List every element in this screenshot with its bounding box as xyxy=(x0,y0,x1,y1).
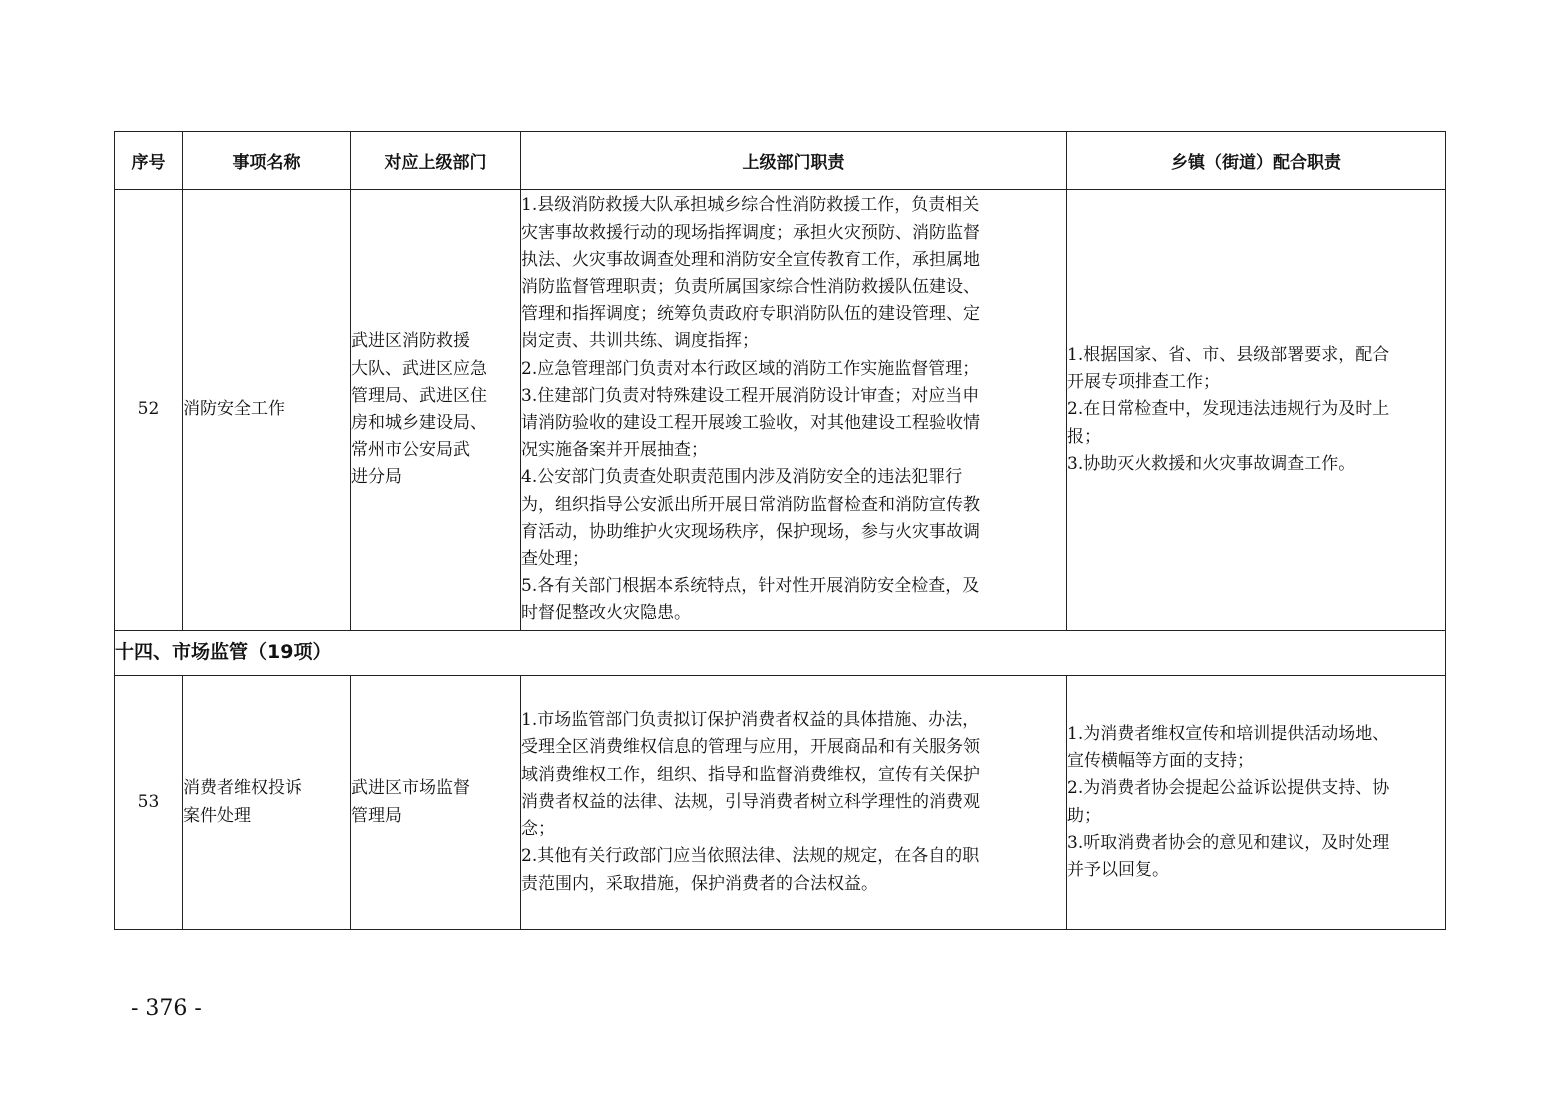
text-line: 受理全区消费维权信息的管理与应用，开展商品和有关服务领 xyxy=(521,737,980,758)
text-line: 4.公安部门负责查处职责范围内涉及消防安全的违法犯罪行 xyxy=(521,467,963,488)
header-superior-duties: 上级部门职责 xyxy=(521,132,1067,190)
text-line: 报； xyxy=(1067,426,1101,447)
text-line: 开展专项排查工作； xyxy=(1067,372,1220,393)
text-line: 管理局、武进区住 xyxy=(351,385,487,406)
section-heading: 十四、市场监管（19项） xyxy=(115,631,1446,676)
text-line: 武进区市场监督 xyxy=(351,778,470,799)
row-number: 52 xyxy=(115,190,183,631)
header-seq: 序号 xyxy=(115,132,183,190)
item-name xyxy=(183,190,351,631)
text-line: 消防监督管理职责；负责所属国家综合性消防救援队伍建设、 xyxy=(521,276,980,297)
text-line: 消费者权益的法律、法规，引导消费者树立科学理性的消费观 xyxy=(521,791,980,812)
text-line: 大队、武进区应急 xyxy=(351,358,487,379)
text-line: 域消费维权工作，组织、指导和监督消费维权，宣传有关保护 xyxy=(521,764,980,785)
header-town-duties: 乡镇（街道）配合职责 xyxy=(1067,132,1446,190)
text-line: 3.听取消费者协会的意见和建议，及时处理 xyxy=(1067,832,1390,853)
text-line: 常州市公安局武 xyxy=(351,440,470,461)
text-line: 请消防验收的建设工程开展竣工验收，对其他建设工程验收情 xyxy=(521,413,980,433)
text-line: 宣传横幅等方面的支持； xyxy=(1067,751,1254,772)
text-line: 进分局 xyxy=(351,467,402,488)
text-line: 2.其他有关行政部门应当依照法律、法规的规定，在各自的职 xyxy=(521,846,980,867)
town-duties xyxy=(1067,676,1446,930)
text-line: 案件处理 xyxy=(183,805,251,826)
header-row xyxy=(115,132,1446,190)
page-number: - 376 - xyxy=(131,996,202,1021)
text-line: 为，组织指导公安派出所开展日常消防监督检查和消防宣传教 xyxy=(521,494,980,515)
text-line: 查处理； xyxy=(521,549,589,570)
text-line: 1.为消费者维权宣传和培训提供活动场地、 xyxy=(1067,723,1390,744)
text-line: 岗定责、共训共练、调度指挥； xyxy=(521,331,759,352)
text-line: 1.市场监管部门负责拟订保护消费者权益的具体措施、办法， xyxy=(521,710,980,731)
text-line: 助； xyxy=(1067,805,1101,826)
text-line: 灾害事故救援行动的现场指挥调度；承担火灾预防、消防监督 xyxy=(521,222,980,243)
superior-duties xyxy=(521,676,1067,930)
text-line: 房和城乡建设局、 xyxy=(351,413,487,433)
text-line: 消费者维权投诉 xyxy=(183,778,302,799)
text-line: 管理局 xyxy=(351,805,402,826)
text-line: 消防安全工作 xyxy=(183,399,285,420)
text-line: 责范围内，采取措施，保护消费者的合法权益。 xyxy=(521,873,878,894)
text-line: 并予以回复。 xyxy=(1067,859,1169,880)
text-line: 2.在日常检查中，发现违法违规行为及时上 xyxy=(1067,399,1390,420)
text-line: 况实施备案并开展抽查； xyxy=(521,440,708,461)
item-name xyxy=(183,676,351,930)
text-line: 育活动，协助维护火灾现场秩序，保护现场，参与火灾事故调 xyxy=(521,521,980,542)
text-line: 管理和指挥调度；统筹负责政府专职消防队伍的建设管理、定 xyxy=(521,304,980,325)
text-line: 2.为消费者协会提起公益诉讼提供支持、协 xyxy=(1067,778,1390,799)
text-line: 5.各有关部门根据本系统特点，针对性开展消防安全检查，及 xyxy=(521,576,980,597)
section-row xyxy=(115,631,1446,676)
text-line: 1.根据国家、省、市、县级部署要求，配合 xyxy=(1067,344,1390,365)
row-number: 53 xyxy=(115,676,183,930)
text-line: 时督促整改火灾隐患。 xyxy=(521,603,691,624)
responsibility-table xyxy=(114,131,1446,930)
text-line: 念； xyxy=(521,819,555,840)
text-line: 3.协助灭火救援和火灾事故调查工作。 xyxy=(1067,453,1356,474)
text-line: 执法、火灾事故调查处理和消防安全宣传教育工作，承担属地 xyxy=(521,249,980,270)
header-superior-dept: 对应上级部门 xyxy=(351,132,521,190)
superior-dept xyxy=(351,190,521,631)
town-duties xyxy=(1067,190,1446,631)
table-row xyxy=(115,676,1446,930)
text-line: 武进区消防救援 xyxy=(351,331,470,352)
text-line: 2.应急管理部门负责对本行政区域的消防工作实施监督管理； xyxy=(521,358,980,379)
text-line: 1.县级消防救援大队承担城乡综合性消防救援工作，负责相关 xyxy=(521,195,980,216)
table-row xyxy=(115,190,1446,631)
header-item-name: 事项名称 xyxy=(183,132,351,190)
text-line: 3.住建部门负责对特殊建设工程开展消防设计审查；对应当申 xyxy=(521,385,980,406)
superior-duties xyxy=(521,190,1067,631)
superior-dept xyxy=(351,676,521,930)
